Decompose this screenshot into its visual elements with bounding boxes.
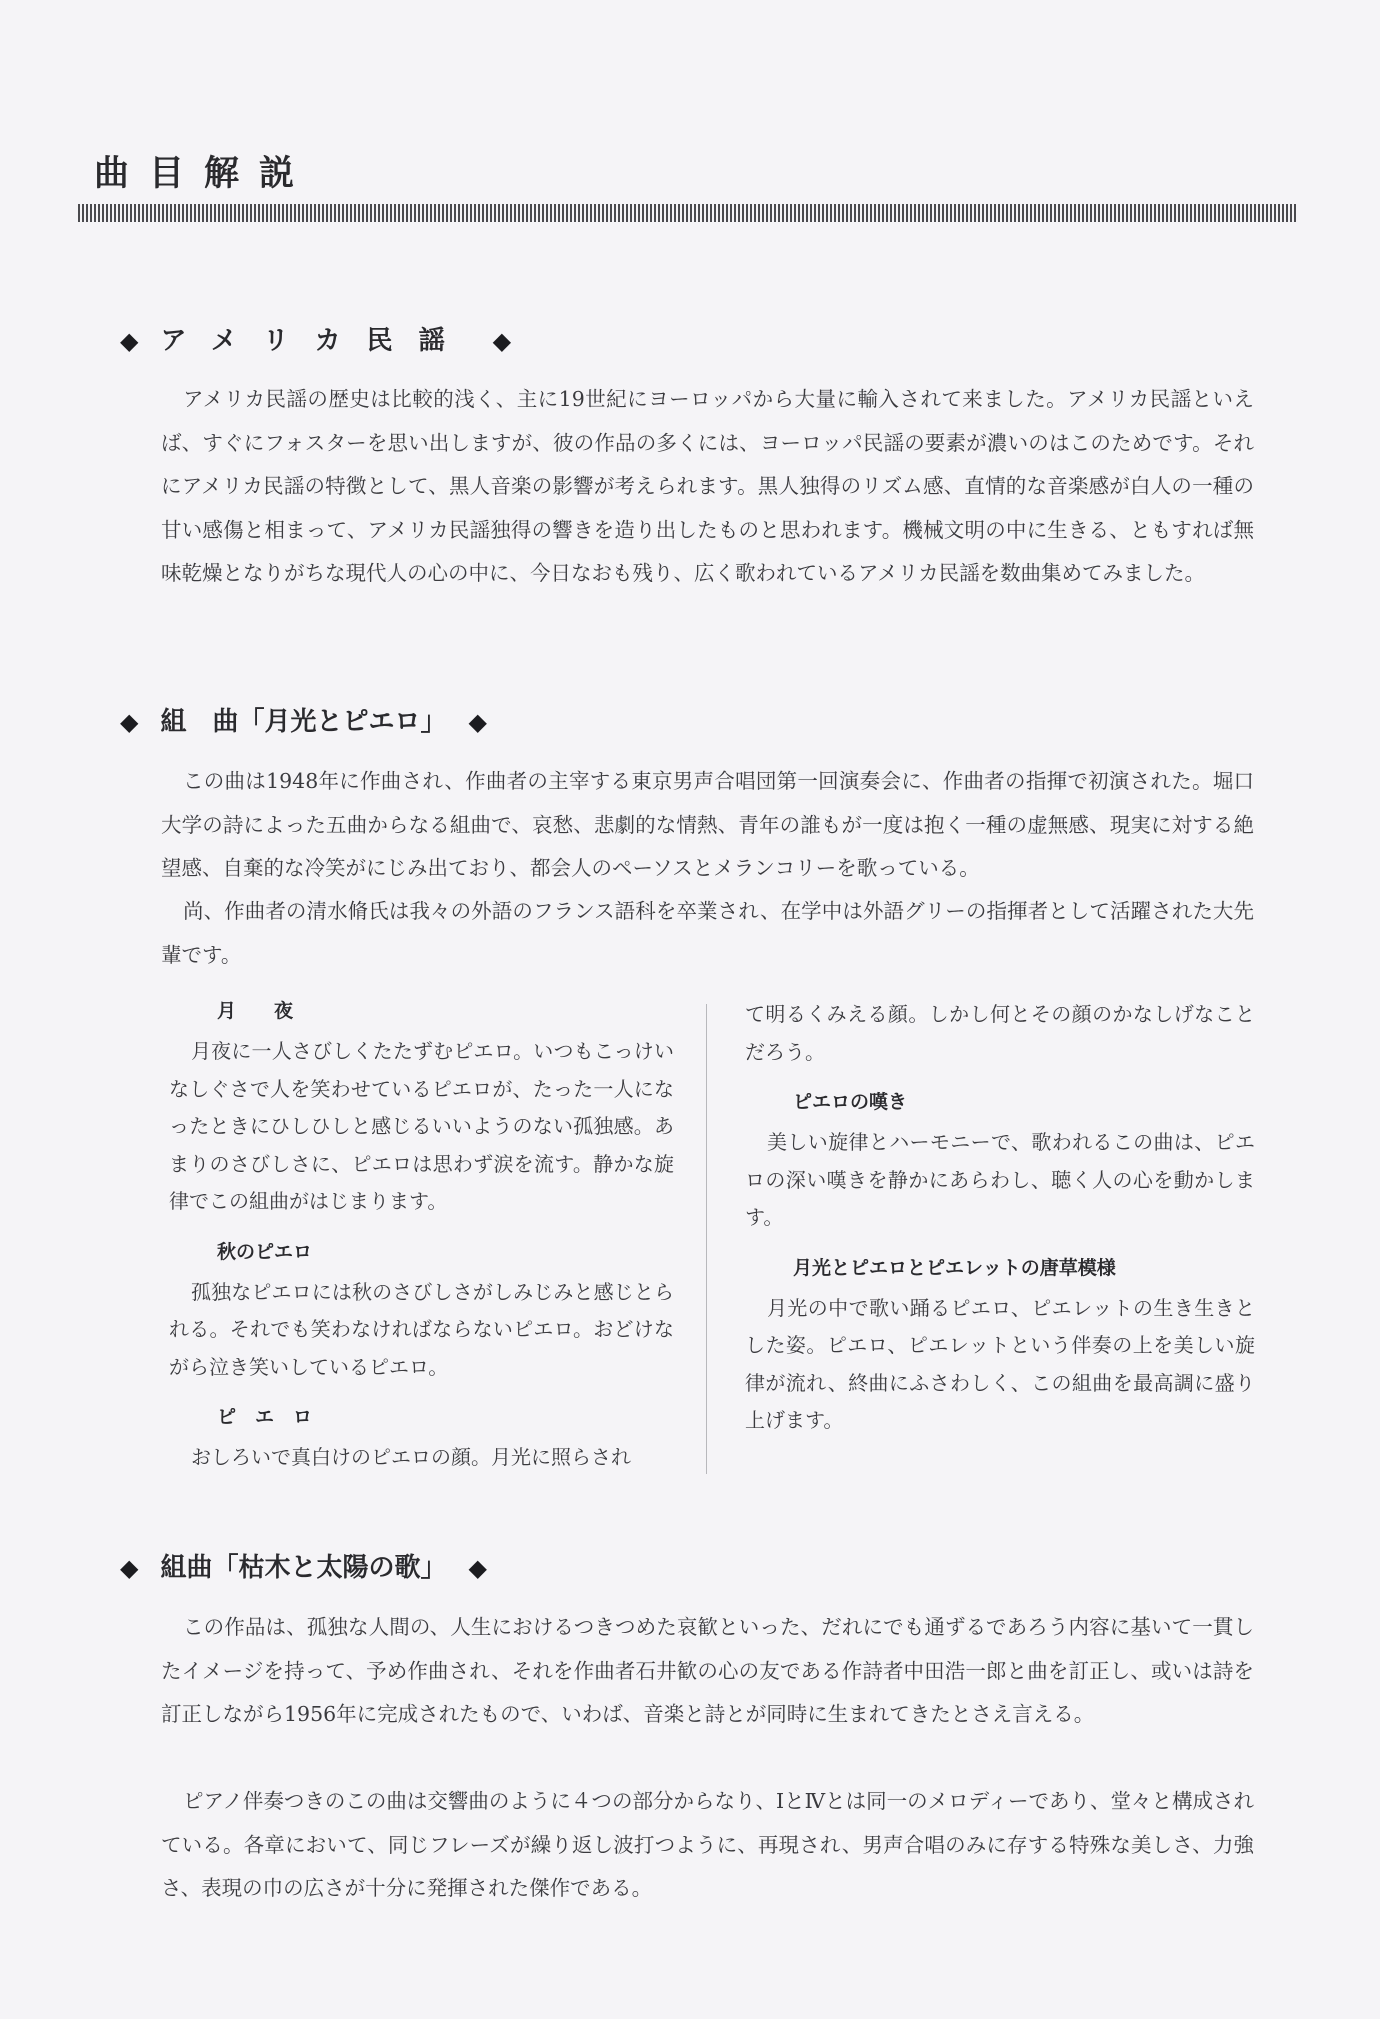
heading-text: アメリカ民謡 — [160, 326, 471, 356]
diamond-icon: ◆ — [120, 1554, 139, 1582]
paragraph: 尚、作曲者の清水脩氏は我々の外語のフランス語科を卒業され、在学中は外語グリーの指揮者として活躍された大先輩です。 — [161, 899, 1254, 967]
heading-text: 組曲「枯木と太陽の歌」 — [160, 1553, 447, 1583]
page-title: 曲目解説 — [94, 154, 315, 194]
diamond-icon: ◆ — [468, 1554, 487, 1582]
left-column — [169, 996, 674, 1493]
section-heading-kareki-taiyo — [120, 1547, 487, 1584]
column-text: 孤独なピエロには秋のさびしさがしみじみと感じとられる。それでも笑わなければならないピエロ。おどけながら泣き笑いしているピエロ。 — [169, 1279, 674, 1379]
paragraph: この曲は1948年に作曲され、作曲者の主宰する東京男声合唱団第一回演奏会に、作曲者の指揮で初演された。堀口大学の詩によった五曲からなる組曲で、哀愁、悲劇的な情熱、青年の誰もが一度は抱く一種の虚無感、現実に対する絶望感、自棄的な冷笑がにじみ出ており、都会人のペーソスとメランコリーを歌っている。 — [161, 769, 1254, 880]
subheading: ピ エ ロ — [217, 1406, 313, 1428]
column-text: おしろいで真白けのピエロの顔。月光に照らされ — [191, 1445, 631, 1469]
section-heading-moonlight-pierrot — [120, 701, 487, 738]
diamond-icon: ◆ — [468, 708, 487, 736]
subheading: 月光とピエロとピエレットの唐草模様 — [793, 1256, 1116, 1279]
column-text: 月光の中で歌い踊るピエロ、ピエレットの生き生きとした姿。ピエロ、ピエレットという伴奏の上を美しい旋律が流れ、終曲にふさわしく、この組曲を最高調に盛り上げます。 — [745, 1295, 1255, 1432]
right-column — [745, 996, 1255, 1456]
paragraph: アメリカ民謡の歴史は比較的浅く、主に19世紀にヨーロッパから大量に輸入されて来ました。アメリカ民謡といえば、すぐにフォスターを思い出しますが、彼の作品の多くには、ヨーロッパ民謡の要素が濃いのはこのためです。それにアメリカ民謡の特徴として、黒人音楽の影響が考えられます。黒人独得のリズム感、直情的な音楽感が白人の一種の甘い感傷と相まって、アメリカ民謡独得の響きを造り出したものと思われます。機械文明の中に生きる、ともすれば無味乾燥となりがちな現代人の心の中に、今日なおも残り、広く歌われているアメリカ民謡を数曲集めてみました。 — [161, 387, 1254, 585]
subheading: ピエロの嘆き — [793, 1091, 908, 1113]
two-column-notes — [161, 996, 1254, 1481]
paragraph: ピアノ伴奏つきのこの曲は交響曲のように４つの部分からなり、ⅠとⅣとは同一のメロディーであり、堂々と構成されている。各章において、同じフレーズが繰り返し波打つように、再現され、男声合唱のみに存する特殊な美しさ、力強さ、表現の巾の広さが十分に発揮された傑作である。 — [161, 1789, 1254, 1900]
diamond-icon: ◆ — [492, 327, 512, 355]
column-text-continuation: て明るくみえる顔。しかし何とその顔のかなしげなことだろう。 — [745, 1002, 1255, 1064]
subheading: 月 夜 — [217, 1000, 294, 1022]
subheading: 秋のピエロ — [217, 1240, 313, 1263]
section-heading-american-folk — [120, 320, 511, 357]
column-text: 美しい旋律とハーモニーで、歌われるこの曲は、ピエロの深い嘆きを静かにあらわし、聴く人の心を動かします。 — [745, 1130, 1255, 1229]
heading-text: 組 曲「月光とピエロ」 — [160, 707, 447, 737]
title-rule — [78, 204, 1298, 222]
diamond-icon: ◆ — [120, 327, 139, 355]
paragraph: この作品は、孤独な人間の、人生におけるつきつめた哀歓といった、だれにでも通ずるであろう内容に基いて一貫したイメージを持って、予め作曲され、それを作曲者石井歓の心の友である作詩者中田浩一郎と曲を訂正し、或いは詩を訂正しながら1956年に完成されたもので、いわば、音楽と詩とが同時に生まれてきたとさえ言える。 — [161, 1615, 1254, 1726]
column-text: 月夜に一人さびしくたたずむピエロ。いつもこっけいなしぐさで人を笑わせているピエロが、たった一人になったときにひしひしと感じるいいようのない孤独感。あまりのさびしさに、ピエロは思わず涙を流す。静かな旋律でこの組曲がはじまります。 — [169, 1039, 674, 1213]
column-divider — [706, 1004, 707, 1474]
diamond-icon: ◆ — [120, 708, 139, 736]
